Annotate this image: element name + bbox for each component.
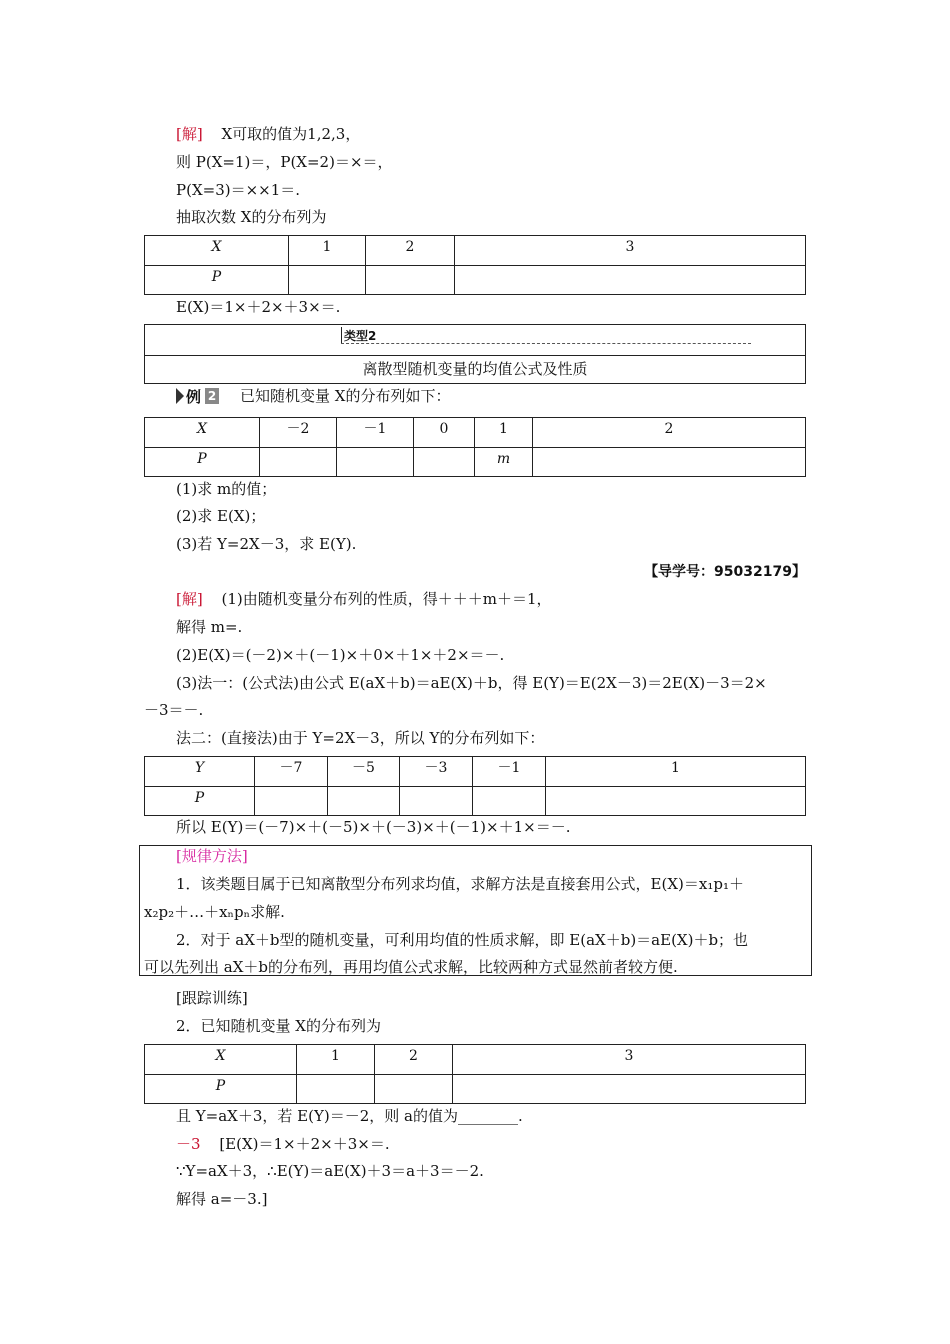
example-badge	[176, 386, 224, 406]
arrow-icon	[176, 388, 184, 404]
rule-line-2b: 可以先列出 aX＋b的分布列，再用均值公式求解，比较两种方式显然前者较方便.	[144, 958, 678, 976]
table-cell	[328, 787, 400, 816]
table-cell: Y	[145, 757, 255, 787]
table-cell: －1	[473, 757, 546, 787]
table-cell: －3	[400, 757, 473, 787]
table-cell: X	[145, 1045, 297, 1075]
practice-solution-1: [E(X)＝1×＋2×＋3×＝.	[219, 1135, 390, 1153]
question-3: (3)若 Y=2X－3，求 E(Y).	[176, 535, 357, 553]
table-cell	[337, 448, 414, 477]
solution-1-line-3: P(X=3)＝××1＝.	[176, 181, 301, 199]
table-cell	[546, 787, 806, 816]
rule-line-2a: 2．对于 aX＋b型的随机变量，可利用均值的性质求解，即 E(aX＋b)＝aE(X)＋b；也	[176, 931, 749, 949]
example-badge-label: 例	[186, 388, 202, 406]
solution-2-line-4a: (3)法一：(公式法)由公式 E(aX＋b)＝aE(X)＋b，得 E(Y)＝E(2X－3)＝2E(X)－3＝2×	[176, 674, 767, 692]
solution-2-ey: 所以 E(Y)＝(－7)×＋(－5)×＋(－3)×＋(－1)×＋1×＝－.	[176, 818, 571, 836]
table-cell	[455, 266, 806, 295]
example-badge-number: 2	[205, 388, 219, 404]
table-cell	[297, 1075, 375, 1104]
type-title: 离散型随机变量的均值公式及性质	[362, 360, 588, 378]
rule-line-1b: x₂p₂＋…＋xₙpₙ求解.	[144, 903, 285, 921]
practice-answer: －3	[176, 1135, 201, 1153]
table-row	[145, 1045, 806, 1075]
table-cell: －1	[337, 418, 414, 448]
type-section-box	[144, 324, 806, 384]
table-cell: －5	[328, 757, 400, 787]
practice-answer-line	[176, 1134, 390, 1154]
question-2: (2)求 E(X)；	[176, 507, 266, 525]
solution-1-line-4: 抽取次数 X的分布列为	[176, 208, 327, 226]
solution-2-line-3: (2)E(X)＝(－2)×＋(－1)×＋0×＋1×＋2×＝－.	[176, 646, 505, 664]
solution-2-line-2: 解得 m=.	[176, 618, 243, 636]
table-row	[145, 787, 806, 816]
table-cell	[414, 448, 475, 477]
distribution-table-4	[144, 1044, 806, 1104]
practice-solution-3: 解得 a=－3.]	[176, 1190, 268, 1208]
solution-2-line-1	[176, 589, 552, 609]
table-cell: －7	[255, 757, 328, 787]
table-row	[145, 266, 806, 295]
solution-text: (1)由随机变量分布列的性质，得＋＋＋m＋＝1，	[221, 590, 552, 608]
table-cell: 2	[533, 418, 806, 448]
table-cell: 3	[455, 236, 806, 266]
example-stem: 已知随机变量 X的分布列如下：	[240, 387, 451, 405]
table-row	[145, 757, 806, 787]
table-cell: m	[475, 448, 533, 477]
practice-solution-2: ∵Y=aX＋3，∴E(Y)＝aE(X)＋3＝a＋3＝－2.	[176, 1162, 484, 1180]
table-row	[145, 418, 806, 448]
table-cell: 1	[475, 418, 533, 448]
table-cell: 1	[546, 757, 806, 787]
table-cell: 0	[414, 418, 475, 448]
table-cell: 1	[289, 236, 366, 266]
rule-method-tag: [规律方法]	[176, 847, 248, 865]
table-cell: P	[145, 787, 255, 816]
table-cell: P	[145, 448, 260, 477]
table-cell	[533, 448, 806, 477]
table-cell	[375, 1075, 453, 1104]
table-cell: 2	[375, 1045, 453, 1075]
table-cell: 1	[297, 1045, 375, 1075]
table-cell	[260, 448, 337, 477]
type-tag: 类型2	[341, 327, 376, 344]
practice-tag: [跟踪训练]	[176, 989, 248, 1007]
solution-1-expectation: E(X)＝1×＋2×＋3×＝.	[176, 298, 341, 316]
table-row	[145, 236, 806, 266]
distribution-table-1	[144, 235, 806, 295]
table-cell	[453, 1075, 806, 1104]
distribution-table-2	[144, 417, 806, 477]
distribution-table-3	[144, 756, 806, 816]
solution-2-line-4b: －3＝－.	[144, 701, 204, 719]
table-cell: 3	[453, 1045, 806, 1075]
solution-text: X可取的值为1,2,3，	[221, 125, 361, 143]
solution-2-line-5: 法二：(直接法)由于 Y=2X－3，所以 Y的分布列如下：	[176, 729, 545, 747]
table-cell: X	[145, 236, 289, 266]
rule-line-1a: 1．该类题目属于已知离散型分布列求均值，求解方法是直接套用公式，E(X)＝x₁p₁＋	[176, 875, 744, 893]
table-row	[145, 1075, 806, 1104]
table-cell: X	[145, 418, 260, 448]
guide-number: 【导学号：95032179】	[644, 564, 806, 580]
table-cell	[289, 266, 366, 295]
type-divider	[341, 343, 751, 344]
type-header-row	[145, 325, 805, 356]
practice-stem: 2．已知随机变量 X的分布列为	[176, 1017, 381, 1035]
table-cell	[366, 266, 455, 295]
table-cell: －2	[260, 418, 337, 448]
solution-tag: [解]	[176, 590, 203, 608]
table-row	[145, 448, 806, 477]
solution-tag: [解]	[176, 125, 203, 143]
table-cell	[255, 787, 328, 816]
question-1: (1)求 m的值；	[176, 480, 277, 498]
table-cell: P	[145, 266, 289, 295]
table-cell	[400, 787, 473, 816]
solution-1-line-1	[176, 124, 360, 144]
practice-condition: 且 Y=aX＋3，若 E(Y)＝－2，则 a的值为________.	[176, 1107, 523, 1125]
table-cell: P	[145, 1075, 297, 1104]
table-cell	[473, 787, 546, 816]
table-cell: 2	[366, 236, 455, 266]
solution-1-line-2: 则 P(X=1)＝，P(X=2)＝×＝，	[176, 153, 393, 171]
